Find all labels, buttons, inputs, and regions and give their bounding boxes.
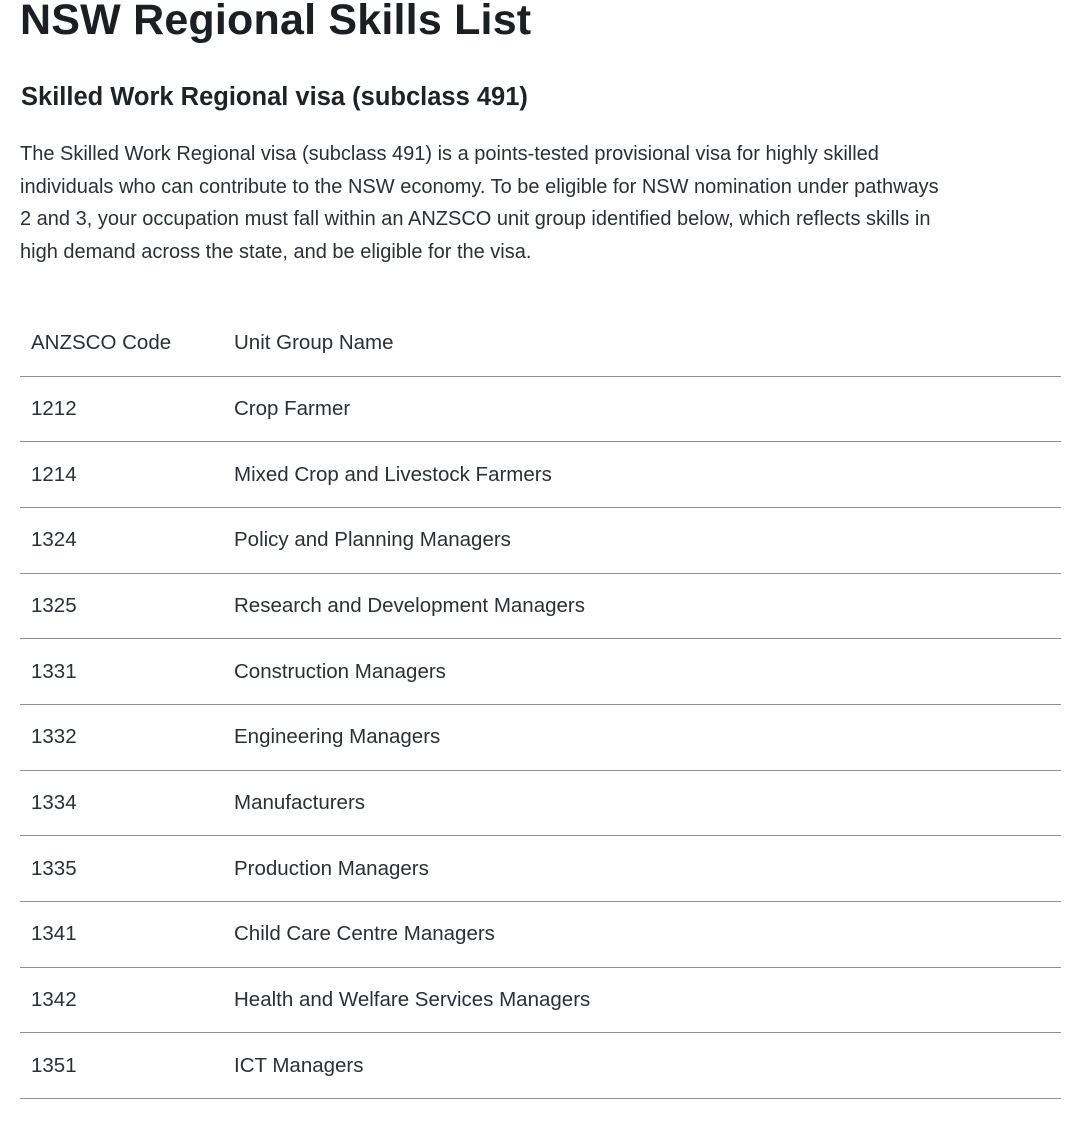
table-row xyxy=(20,376,1061,442)
table-row xyxy=(20,902,1061,968)
table-row xyxy=(20,639,1061,705)
anzsco-code-cell: 1332 xyxy=(31,725,77,749)
table-row xyxy=(20,507,1061,573)
column-header-name: Unit Group Name xyxy=(234,330,394,354)
unit-group-name-cell: Mixed Crop and Livestock Farmers xyxy=(234,462,552,486)
anzsco-code-cell: 1214 xyxy=(31,462,77,486)
anzsco-code-cell: 1325 xyxy=(31,593,77,617)
table-header-row xyxy=(20,310,1061,376)
intro-line: high demand across the state, and be eligible for the visa. xyxy=(20,240,532,263)
table-row xyxy=(20,967,1061,1033)
unit-group-name-cell: Policy and Planning Managers xyxy=(234,528,511,552)
unit-group-name-cell: ICT Managers xyxy=(234,1053,364,1077)
table-row xyxy=(20,442,1061,508)
anzsco-code-cell: 1324 xyxy=(31,528,77,552)
intro-line: 2 and 3, your occupation must fall within an ANZSCO unit group identified below, which reflects skills in xyxy=(20,208,931,230)
column-header-code: ANZSCO Code xyxy=(31,330,172,354)
intro-line: The Skilled Work Regional visa (subclass 491) is a points-tested provisional visa for highly skilled xyxy=(20,143,879,165)
skills-table xyxy=(20,310,1061,1099)
table-row xyxy=(20,573,1061,639)
intro-line: individuals who can contribute to the NSW economy. To be eligible for NSW nomination under pathways xyxy=(20,175,939,198)
table-row xyxy=(20,1033,1061,1099)
unit-group-name-cell: Health and Welfare Services Managers xyxy=(234,988,591,1012)
anzsco-code-cell: 1341 xyxy=(31,922,77,946)
unit-group-name-cell: Research and Development Managers xyxy=(234,593,585,617)
unit-group-name-cell: Child Care Centre Managers xyxy=(234,922,495,946)
anzsco-code-cell: 1335 xyxy=(31,856,77,880)
anzsco-code-cell: 1331 xyxy=(31,659,77,683)
table-row xyxy=(20,770,1061,836)
table-row xyxy=(20,704,1061,770)
anzsco-code-cell: 1351 xyxy=(31,1053,77,1077)
unit-group-name-cell: Crop Farmer xyxy=(234,396,351,420)
table-row xyxy=(20,836,1061,902)
unit-group-name-cell: Manufacturers xyxy=(234,790,366,814)
section-heading: Skilled Work Regional visa (subclass 491) xyxy=(21,83,528,111)
unit-group-name-cell: Production Managers xyxy=(234,856,429,880)
anzsco-code-cell: 1334 xyxy=(31,790,77,814)
anzsco-code-cell: 1212 xyxy=(31,396,77,420)
anzsco-code-cell: 1342 xyxy=(31,988,77,1012)
unit-group-name-cell: Engineering Managers xyxy=(234,725,441,749)
page-title: NSW Regional Skills List xyxy=(20,0,532,44)
unit-group-name-cell: Construction Managers xyxy=(234,659,446,683)
intro-paragraph xyxy=(20,138,1061,268)
